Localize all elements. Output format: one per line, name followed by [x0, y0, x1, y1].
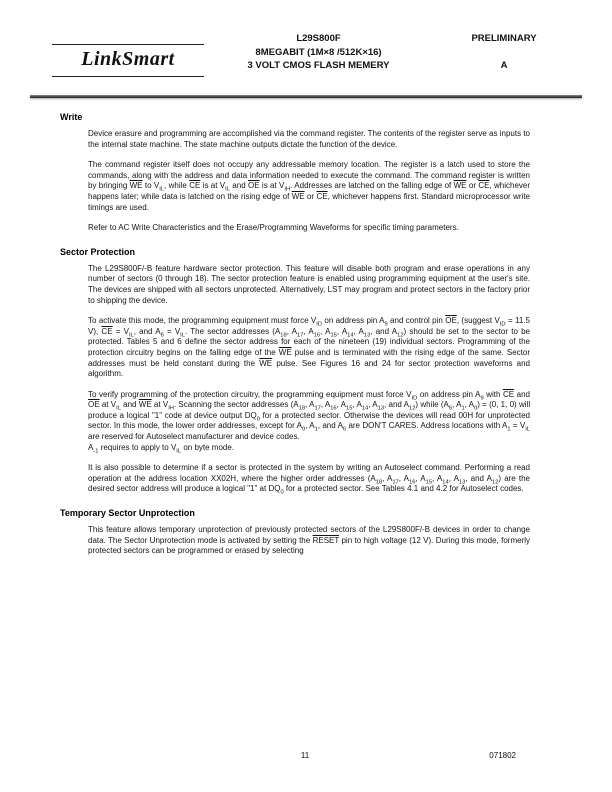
paragraph: To verify programming of the protection circuitry, the programming equipment must force $V_{ID}$ on address pin $A_9$ with $\overline{CE}$ and $\overline{OE}$ at $V_{IL}$ and $\overline{WE}$ at $V_{IH}$. Scanning the sector addresses ($A_{18}$, $A_{17}$, $A_{16}$, $A_{15}$, $A_{14}$, $A_{13}$, and $A_{12}$) while ($A_6$, $A_1$, $A_0) = (0$, 1, 0) will produce a logical "1" code at device output $DQ_0$ for a protected sector. Otherwise the devices will read 00H for unprotected sector. In this mode, the lower order addresses, except for $A_0$, $A_1$, and $A_6$ are DON'T CARES. Address locations with $A_1 = V_{IL}$ are reserved for Autoselect manufacturer and device codes. — [88, 389, 531, 442]
section-temporary-sector-unprotection — [60, 508, 531, 557]
section-heading-temporary-sector-unprotection: Temporary Sector Unprotection — [60, 508, 195, 519]
document-subtitle: 8MEGABIT (1M×8 /512K×16) — [255, 46, 382, 58]
revision-label: A — [500, 59, 508, 71]
paragraph: This feature allows temporary unprotection of previously protected sectors of the L29S800F/-B devices in order to change data. The Sector Unprotection mode is activated by setting the RESET pin to high voltage (12 V). During this mode, formerly protected sectors can be programmed or erased by selecting — [88, 525, 531, 556]
header-divider — [30, 95, 582, 98]
page-footer — [88, 751, 522, 760]
section-write — [60, 112, 531, 234]
status-block — [444, 32, 564, 72]
paragraph: The command register itself does not occupy any addressable memory location. The register is a latch used to store the commands, along with the address and data information needed to execute the command. The command register is written by bringing $\overline{WE}$ to $V_{IL}$, while $\overline{CE}$ is at $V_{IL}$ and $\overline{OE}$ is at $V_{IH}$. Addresses are latched on the falling edge of $\overline{WE}$ or $\overline{CE}$, whichever happens later; while data is latched on the rising edge of $\overline{WE}$ or $\overline{CE}$, whichever happens first. Standard microprocessor write timings are used. — [88, 160, 531, 212]
paragraph: Device erasure and programming are accomplished via the command register. The contents of the register serve as inputs to the internal state machine. The state machine outputs dictate the function of the device. — [88, 129, 530, 149]
document-subtitle-2: 3 VOLT CMOS FLASH MEMERY — [247, 60, 390, 71]
paragraph: $A_{-1}$ requires to apply to $V_{IL}$ on byte mode. — [88, 442, 235, 455]
part-number: L29S800F — [296, 33, 341, 44]
document-body — [60, 104, 531, 567]
section-heading-write: Write — [60, 112, 83, 122]
paragraph: To activate this mode, the programming equipment must force $V_{ID}$ on address pin $A_9$ and control pin $\overline{OE}$, (suggest $V_{ID} = 11.5$ V), $\overline{CE} = V_{IL}$, and $A_6 = V_{IL}$. The sector addresses ($A_{18}$, $A_{17}$, $A_{16}$, $A_{15}$, $A_{14}$, $A_{13}$, and $A_{12}$) should be set to the sector to be protected. Tables 5 and 6 define the sector address for each of the nineteen (19) individual sectors. Programming of the protection circuitry begins on the falling edge of the $\overline{WE}$ pulse and is terminated with the rising edge of the same. Sector addresses must be held constant during the $\overline{WE}$ pulse. See Figures 16 and 24 for sector protection waveforms and algorithm. — [88, 316, 531, 379]
company-logo: LinkSmart — [52, 44, 204, 77]
section-heading-sector-protection: Sector Protection — [60, 246, 136, 257]
page-header — [30, 30, 582, 92]
paragraph: The L29S800F/-B feature hardware sector protection. This feature will disable both program and erase operations in any number of sectors (0 through 18). The sector protection feature is enabled using programming equipment at the user's site. The devices are shipped with all sectors unprotected. Alternatively, LST may program and protect sectors in the factory prior to shipping the device. — [88, 263, 530, 305]
doc-number: 071802 — [489, 751, 516, 760]
paragraph: Refer to AC Write Characteristics and the Erase/Programming Waveforms for specific timing parameters. — [88, 223, 459, 233]
preliminary-label: PRELIMINARY — [471, 33, 537, 44]
paragraph: It is also possible to determine if a sector is protected in the system by writing an Autoselect command. Performing a read operation at the address location XX02H, where the higher order addresses ($A_{18}$, $A_{17}$, $A_{16}$, $A_{15}$, $A_{14}$, $A_{13}$, and $A_{12}$) are the desired sector address will produce a logical "1" at $DQ_0$ for a protected sector. See Tables 4.1 and 4.2 for Autoselect codes. — [88, 463, 530, 497]
section-sector-protection — [60, 246, 531, 497]
page-number: 11 — [300, 751, 310, 760]
document-title-block — [200, 32, 437, 73]
